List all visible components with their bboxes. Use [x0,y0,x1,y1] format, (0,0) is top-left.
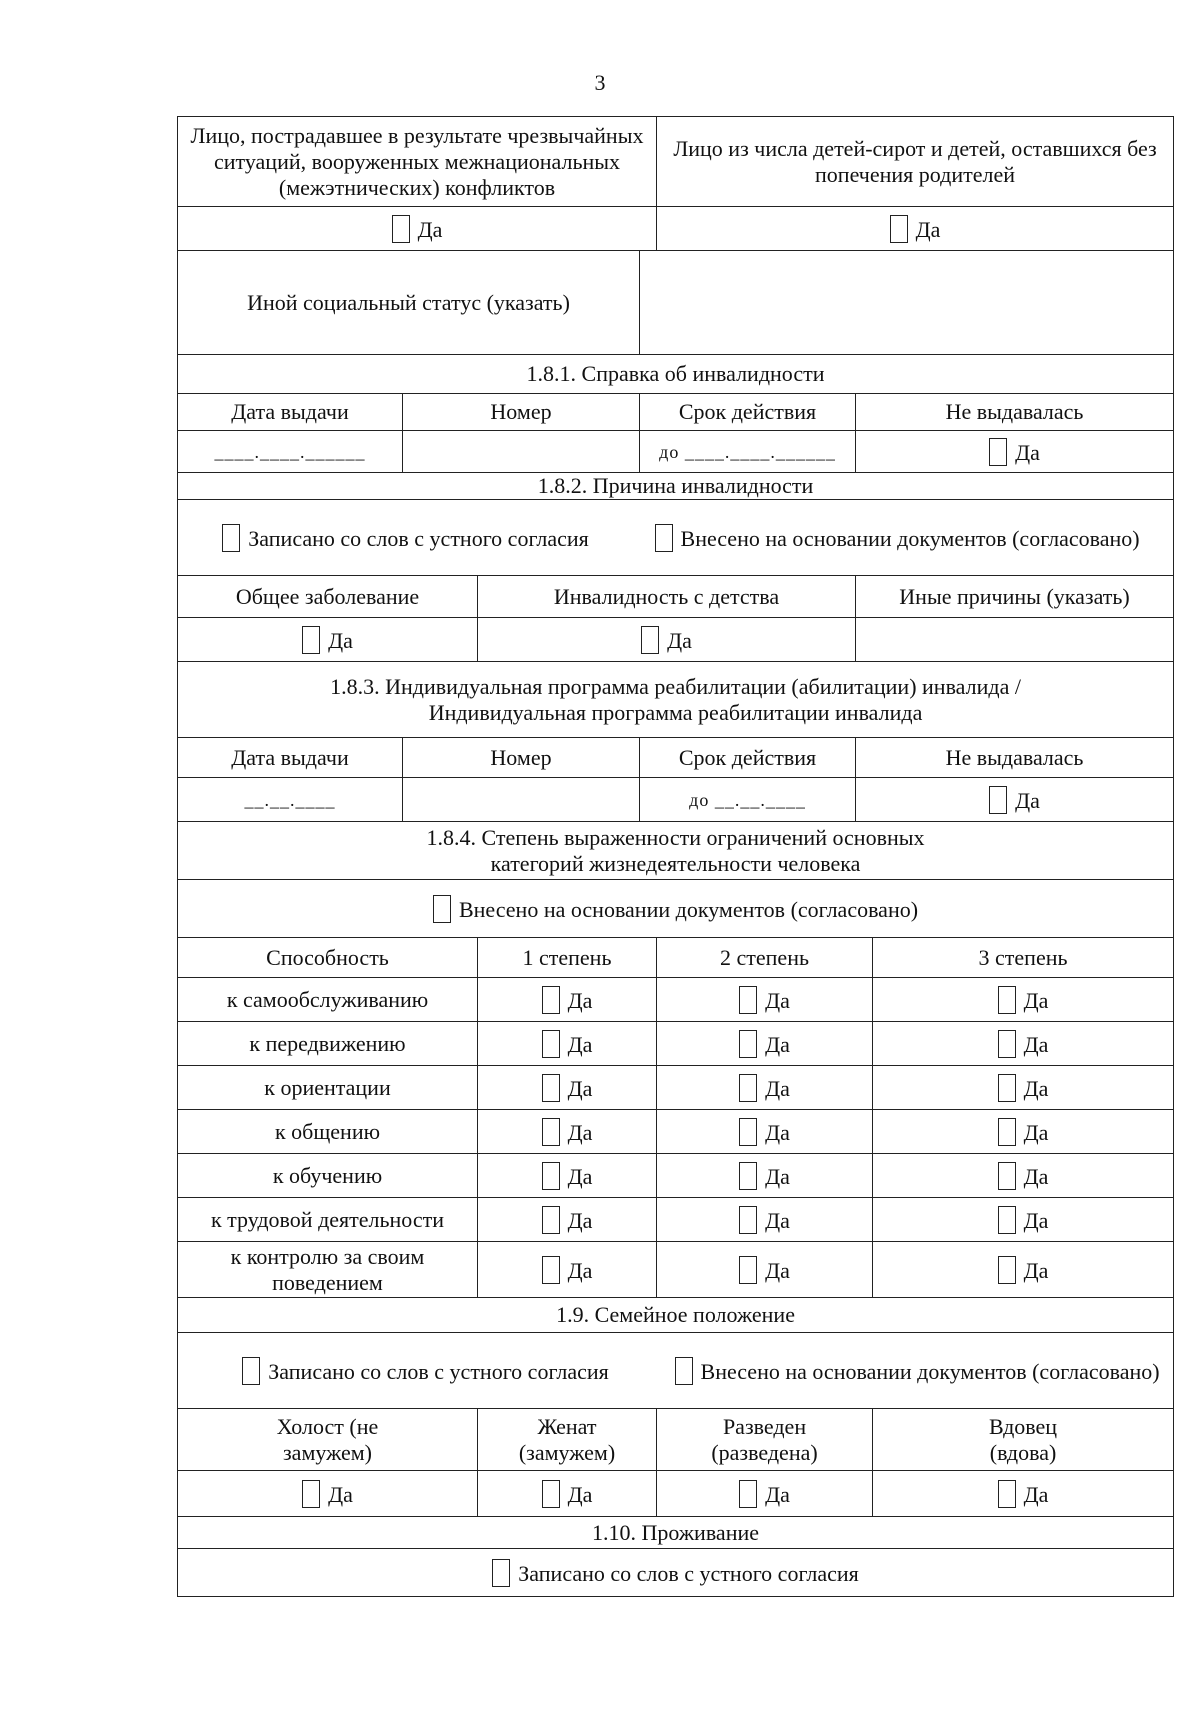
deg2-option[interactable] [739,1032,790,1057]
cause-verbal-option[interactable] [222,526,588,551]
yes-label: Да [567,1481,593,1507]
deg1-option[interactable] [542,1032,593,1057]
status-header-row [178,117,1174,207]
deg3-option[interactable] [998,1032,1049,1057]
deg2-checkbox[interactable] [739,1256,757,1284]
yes-label: Да [567,1119,593,1145]
degree-1-header: 1 степень [478,938,657,978]
deg3-checkbox[interactable] [998,1074,1016,1102]
deg2-checkbox[interactable] [739,1074,757,1102]
deg1-checkbox[interactable] [542,1162,560,1190]
deg1-option[interactable] [542,1258,593,1283]
deg1-option[interactable] [542,988,593,1013]
social-status-form [177,116,1174,1597]
cert-validity-header: Срок действия [640,394,856,431]
deg1-option[interactable] [542,1164,593,1189]
yes-label: Да [765,1075,790,1101]
family-single-option[interactable] [302,1482,353,1507]
cert-number-header: Номер [403,394,640,431]
orphan-yes-checkbox[interactable] [890,215,908,243]
yes-label: Да [667,627,692,653]
deg2-option[interactable] [739,1208,790,1233]
emergency-yes-option[interactable] [392,217,443,242]
yes-label: Да [765,1257,790,1283]
deg3-option[interactable] [998,1164,1049,1189]
cause-general-option[interactable] [302,628,353,653]
ipra-not-issued-checkbox[interactable] [989,786,1007,814]
deg2-checkbox[interactable] [739,1206,757,1234]
yes-label: Да [765,1481,790,1507]
yes-label: Да [765,1031,790,1057]
yes-label: Да [765,1163,790,1189]
orphan-status-label: Лицо из числа детей-сирот и детей, оставшихся без попечения родителей [657,117,1174,207]
limitations-documents-checkbox[interactable] [433,895,451,923]
yes-label: Да [567,1163,593,1189]
limitations-documents-option[interactable] [433,897,918,922]
cert-validity-field[interactable]: до ____.____.______ [640,431,856,473]
cause-other-field[interactable] [856,618,1174,662]
deg2-checkbox[interactable] [739,1030,757,1058]
table-row [178,978,1174,1022]
table-row [178,1110,1174,1154]
family-title: 1.9. Семейное положение [178,1298,1174,1333]
cert-not-issued-header: Не выдавалась [856,394,1174,431]
table-row [178,1066,1174,1110]
cert-date-header: Дата выдачи [178,394,403,431]
family-widowed-checkbox[interactable] [998,1480,1016,1508]
ipra-not-issued-option[interactable] [989,788,1040,813]
deg1-checkbox[interactable] [542,986,560,1014]
family-married-checkbox[interactable] [542,1480,560,1508]
deg3-checkbox[interactable] [998,1206,1016,1234]
ipra-date-field[interactable]: __.__.____ [178,778,403,822]
deg2-option[interactable] [739,988,790,1013]
yes-label: Да [567,987,593,1013]
deg1-checkbox[interactable] [542,1206,560,1234]
yes-label: Да [567,1207,593,1233]
family-widowed-option[interactable] [998,1482,1049,1507]
deg2-option[interactable] [739,1120,790,1145]
deg1-option[interactable] [542,1120,593,1145]
deg3-checkbox[interactable] [998,1256,1016,1284]
yes-label: Да [1023,1075,1049,1101]
family-verbal-option[interactable] [242,1359,608,1384]
page-number: 3 [594,70,606,95]
yes-label: Да [328,627,353,653]
deg3-option[interactable] [998,1208,1049,1233]
disability-cause-title: 1.8.2. Причина инвалидности [178,473,1174,500]
family-divorced-checkbox[interactable] [739,1480,757,1508]
residence-verbal-checkbox[interactable] [492,1559,510,1587]
degree-2-header: 2 степень [657,938,873,978]
deg2-checkbox[interactable] [739,1118,757,1146]
family-married-header: Женат (замужем) [478,1409,657,1471]
family-verbal-label: Записано со слов с устного согласия [268,1358,609,1384]
ability-label: к контролю за своим поведением [178,1242,478,1298]
ipra-title: 1.8.3. Индивидуальная программа реабилитации (абилитации) инвалида / Индивидуальная программа реабилитации инвалида [178,662,1174,738]
deg3-option[interactable] [998,1258,1049,1283]
yes-label: Да [1023,1481,1049,1507]
deg3-option[interactable] [998,1076,1049,1101]
other-status-label: Иной социальный статус (указать) [178,251,640,355]
ability-label: к общению [178,1110,478,1154]
ipra-date-header: Дата выдачи [178,738,403,778]
emergency-yes-checkbox[interactable] [392,215,410,243]
limitations-title: 1.8.4. Степень выраженности ограничений основных категорий жизнедеятельности человека [178,822,1174,880]
cause-childhood-option[interactable] [641,628,692,653]
limitations-documents-label: Внесено на основании документов (согласовано) [458,896,919,922]
ipra-validity-header: Срок действия [640,738,856,778]
ability-header: Способность [178,938,478,978]
deg2-checkbox[interactable] [739,986,757,1014]
ability-label: к ориентации [178,1066,478,1110]
emergency-status-label: Лицо, пострадавшее в результате чрезвычайных ситуаций, вооруженных межнациональных (межэтнических) конфликтов [178,117,657,207]
table-row [178,1154,1174,1198]
table-row [178,1242,1174,1298]
deg1-checkbox[interactable] [542,1074,560,1102]
deg2-checkbox[interactable] [739,1162,757,1190]
family-divorced-header: Разведен (разведена) [657,1409,873,1471]
deg1-checkbox[interactable] [542,1118,560,1146]
deg2-option[interactable] [739,1258,790,1283]
cert-not-issued-checkbox[interactable] [989,438,1007,466]
residence-title: 1.10. Проживание [178,1517,1174,1549]
deg1-checkbox[interactable] [542,1030,560,1058]
degree-3-header: 3 степень [873,938,1174,978]
yes-label: Да [1023,1163,1049,1189]
cert-number-field[interactable] [403,431,640,473]
cause-childhood-header: Инвалидность с детства [478,576,856,618]
deg1-option[interactable] [542,1208,593,1233]
cause-verbal-checkbox[interactable] [222,524,240,552]
cause-general-header: Общее заболевание [178,576,478,618]
yes-label: Да [1015,439,1040,465]
yes-label: Да [567,1031,593,1057]
deg1-checkbox[interactable] [542,1256,560,1284]
family-single-checkbox[interactable] [302,1480,320,1508]
cause-other-header: Иные причины (указать) [856,576,1174,618]
yes-label: Да [765,1119,790,1145]
yes-label: Да [1023,1031,1049,1057]
family-divorced-option[interactable] [739,1482,790,1507]
family-documents-checkbox[interactable] [675,1357,693,1385]
family-documents-label: Внесено на основании документов (согласовано) [700,1358,1160,1384]
cert-not-issued-option[interactable] [989,440,1040,465]
yes-label: Да [328,1481,353,1507]
deg3-checkbox[interactable] [998,1162,1016,1190]
orphan-yes-option[interactable] [890,217,941,242]
ability-label: к передвижению [178,1022,478,1066]
cause-documents-checkbox[interactable] [655,524,673,552]
family-married-option[interactable] [542,1482,593,1507]
ipra-not-issued-header: Не выдавалась [856,738,1174,778]
deg1-option[interactable] [542,1076,593,1101]
ability-label: к самообслуживанию [178,978,478,1022]
ability-label: к трудовой деятельности [178,1198,478,1242]
yes-label: Да [567,1075,593,1101]
yes-label: Да [417,216,443,242]
cause-documents-label: Внесено на основании документов (согласовано) [680,525,1140,551]
disability-certificate-title: 1.8.1. Справка об инвалидности [178,355,1174,394]
table-row [178,1198,1174,1242]
cert-date-field[interactable]: ____.____.______ [178,431,403,473]
yes-label: Да [765,987,790,1013]
table-row [178,1022,1174,1066]
deg3-checkbox[interactable] [998,1118,1016,1146]
deg2-option[interactable] [739,1076,790,1101]
deg3-option[interactable] [998,1120,1049,1145]
family-single-header: Холост (не замужем) [178,1409,478,1471]
ipra-number-field[interactable] [403,778,640,822]
yes-label: Да [567,1257,593,1283]
residence-verbal-option[interactable] [492,1561,858,1586]
yes-label: Да [765,1207,790,1233]
yes-label: Да [1023,987,1049,1013]
family-verbal-checkbox[interactable] [242,1357,260,1385]
family-widowed-header: Вдовец (вдова) [873,1409,1174,1471]
cause-verbal-label: Записано со слов с устного согласия [248,525,589,551]
yes-label: Да [1023,1119,1049,1145]
yes-label: Да [1015,787,1040,813]
cause-general-checkbox[interactable] [302,626,320,654]
deg3-checkbox[interactable] [998,986,1016,1014]
deg2-option[interactable] [739,1164,790,1189]
other-status-field[interactable] [640,251,1174,355]
yes-label: Да [1023,1207,1049,1233]
yes-label: Да [915,216,941,242]
ability-label: к обучению [178,1154,478,1198]
yes-label: Да [1023,1257,1049,1283]
deg3-checkbox[interactable] [998,1030,1016,1058]
deg3-option[interactable] [998,988,1049,1013]
cause-childhood-checkbox[interactable] [641,626,659,654]
ipra-number-header: Номер [403,738,640,778]
residence-verbal-label: Записано со слов с устного согласия [518,1560,859,1586]
ipra-validity-field[interactable]: до __.__.____ [640,778,856,822]
